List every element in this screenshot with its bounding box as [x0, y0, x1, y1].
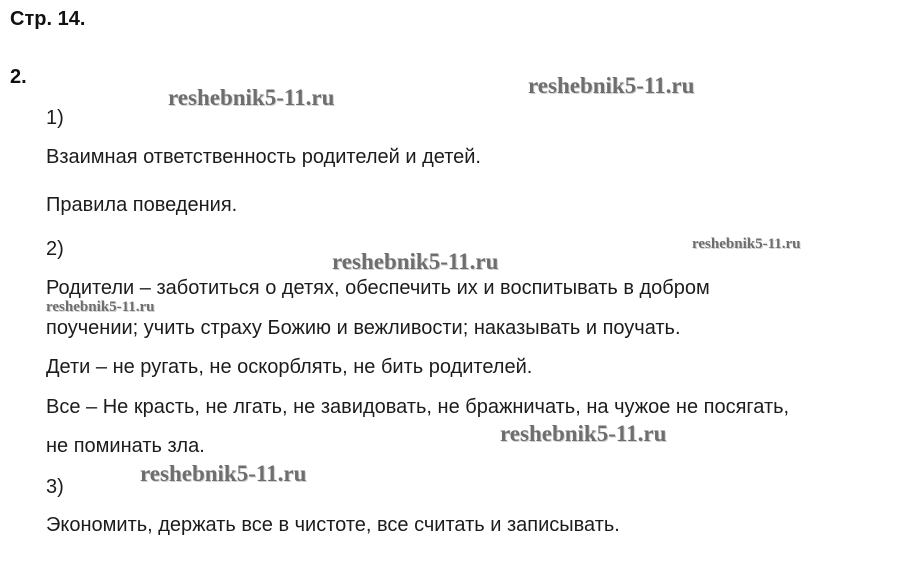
section-2-line-1: Родители – заботиться о детях, обеспечить их и воспитывать в добром [46, 277, 710, 299]
section-3-line-1: Экономить, держать все в чистоте, все считать и записывать. [46, 514, 620, 536]
watermark: reshebnik5-11.ru [46, 299, 155, 315]
watermark: reshebnik5-11.ru [140, 461, 307, 486]
section-2-line-5: не поминать зла. [46, 435, 205, 457]
section-1-line-2: Правила поведения. [46, 194, 238, 216]
section-2-line-4: Все – Не красть, не лгать, не завидовать, не бражничать, на чужое не посягать, [46, 396, 790, 418]
page-label: Стр. 14. [10, 8, 86, 30]
section-2-line-2: поучении; учить страху Божию и вежливости; наказывать и поучать. [46, 317, 681, 339]
section-1-number: 1) [46, 107, 64, 129]
watermark: reshebnik5-11.ru [332, 249, 499, 274]
watermark: reshebnik5-11.ru [528, 73, 695, 98]
section-3-number: 3) [46, 476, 64, 498]
section-2-number: 2) [46, 238, 64, 260]
watermark: reshebnik5-11.ru [168, 85, 335, 110]
section-2-line-3: Дети – не ругать, не оскорблять, не бить родителей. [46, 356, 533, 378]
watermark: reshebnik5-11.ru [500, 421, 667, 446]
watermark: reshebnik5-11.ru [692, 236, 801, 252]
task-number: 2. [10, 66, 27, 88]
section-1-line-1: Взаимная ответственность родителей и детей. [46, 146, 481, 168]
